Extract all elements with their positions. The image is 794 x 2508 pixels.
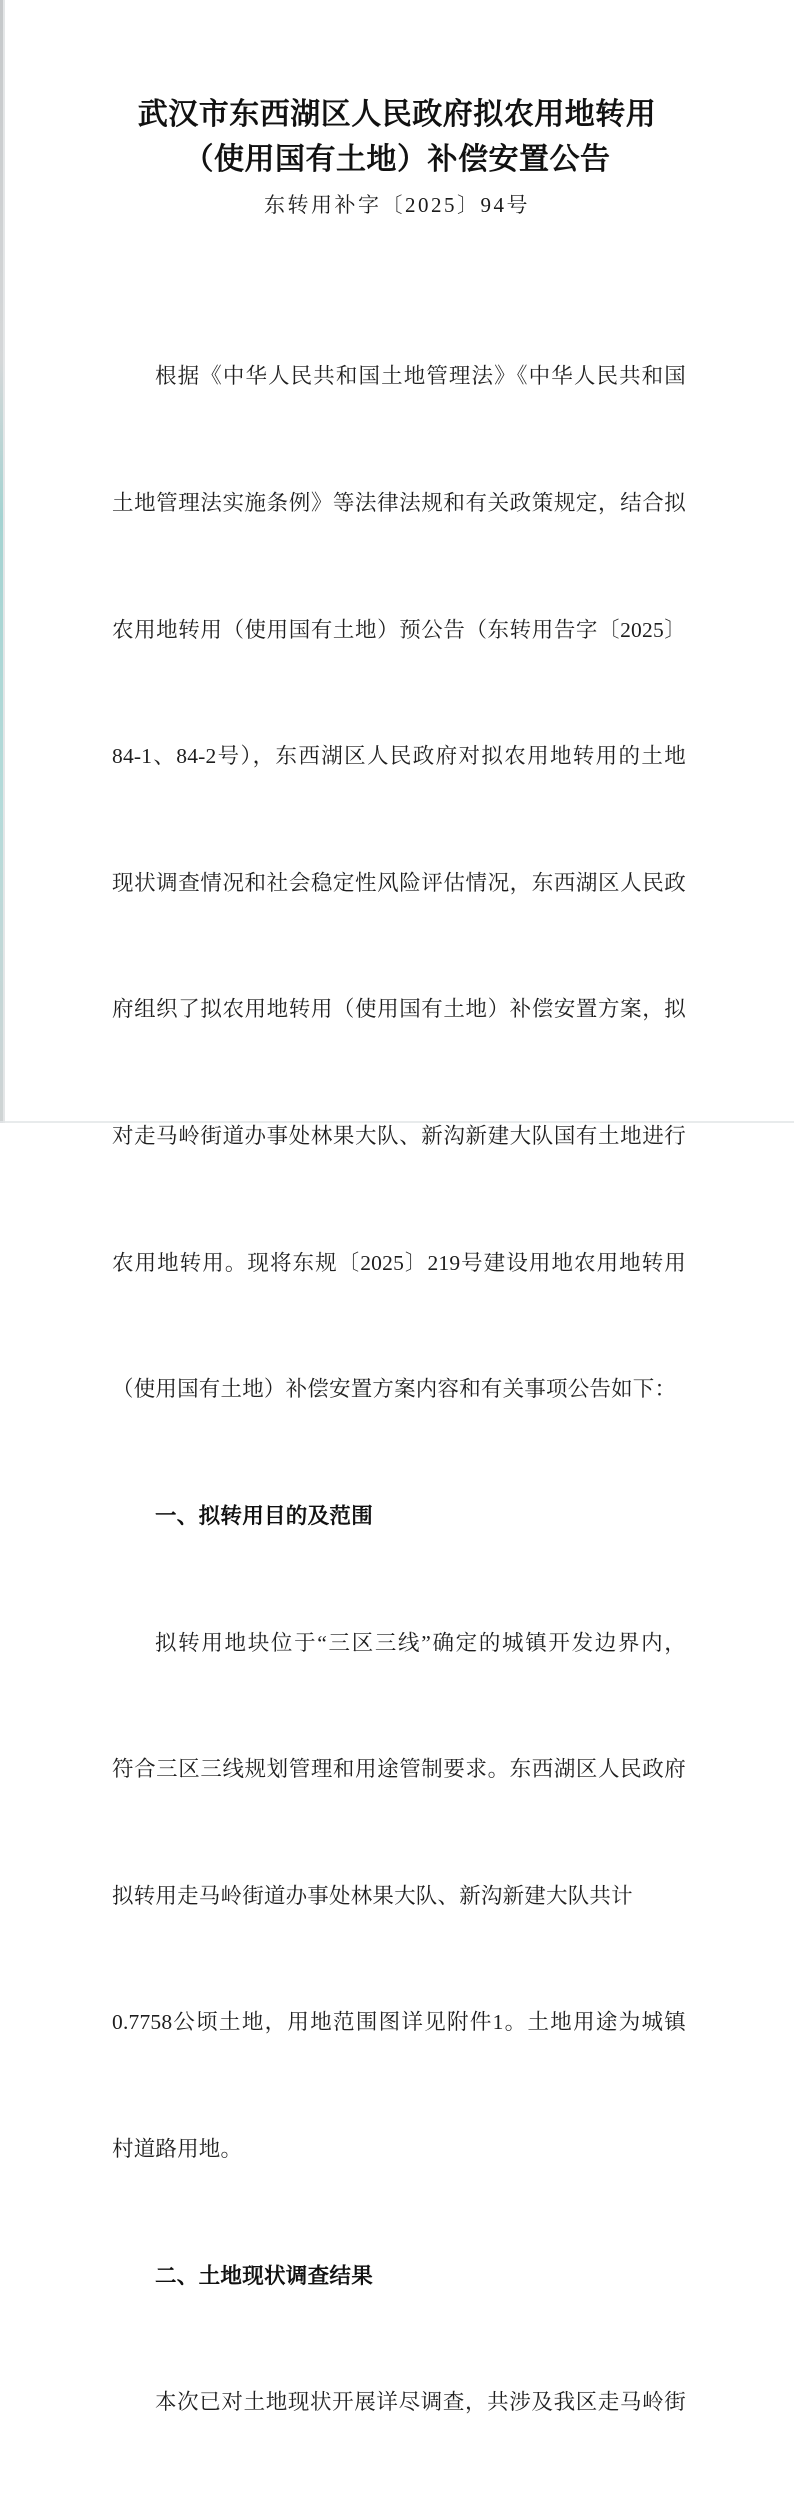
paragraph-line: 根据《中华人民共和国土地管理法》《中华人民共和国 [155, 364, 686, 389]
document-title-line-1: 武汉市东西湖区人民政府拟农用地转用 [137, 98, 657, 131]
paragraph-line: 符合三区三线规划管理和用途管制要求。东西湖区人民政府 [112, 1757, 686, 1782]
paragraph-line: 府组织了拟农用地转用（使用国有土地）补偿安置方案，拟 [112, 997, 686, 1022]
paragraph-line: 84-1、84-2号），东西湖区人民政府对拟农用地转用的土地 [112, 744, 686, 769]
paragraph-line: 农用地转用（使用国有土地）预公告（东转用告字〔2025〕 [112, 617, 686, 642]
paragraph-scope [112, 1537, 686, 2254]
paragraph-line: 对走马岭街道办事处林果大队、新沟新建大队国有土地进行 [112, 1124, 686, 1149]
paragraph-line: 拟转用走马岭街道办事处林果大队、新沟新建大队共计 [112, 1883, 633, 1908]
paragraph-line: 村道路用地。 [112, 2136, 243, 2161]
scan-edge-left-secondary-artifact [3, 0, 5, 1123]
document-title-line-2: （使用国有土地）补偿安置公告 [183, 143, 611, 176]
paragraph-line: 现状调查情况和社会稳定性风险评估情况，东西湖区人民政 [112, 870, 686, 895]
paragraph-line: 拟转用地块位于“三区三线”确定的城镇开发边界内， [155, 1630, 686, 1655]
section-heading-1: 一、拟转用目的及范围 [155, 1503, 374, 1528]
paragraph-preamble [112, 271, 686, 1495]
document-number: 东转用补字〔2025〕94号 [264, 193, 530, 217]
section-heading-2: 二、土地现状调查结果 [155, 2263, 374, 2288]
paragraph-line: 本次已对土地现状开展详尽调查，共涉及我区走马岭街 [155, 2390, 686, 2415]
paragraph-line: （使用国有土地）补偿安置方案内容和有关事项公告如下： [112, 1377, 677, 1402]
paragraph-line: 0.7758公顷土地，用地范围图详见附件1。土地用途为城镇 [112, 2010, 686, 2035]
paragraph-survey [112, 2297, 686, 2508]
document-body [112, 271, 686, 2508]
paragraph-line: 农用地转用。现将东规〔2025〕219号建设用地农用地转用 [112, 1250, 686, 1275]
paragraph-line: 土地管理法实施条例》等法律法规和有关政策规定，结合拟 [112, 491, 686, 516]
